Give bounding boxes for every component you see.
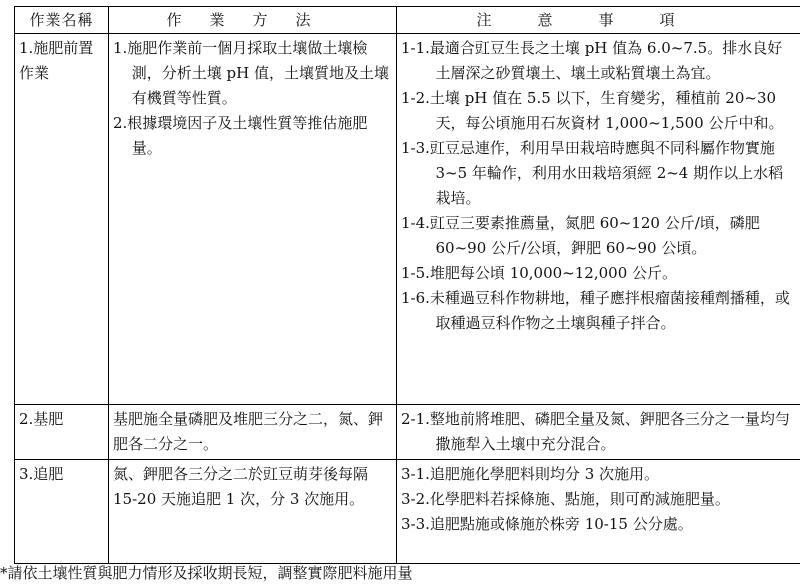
header-task-name: 作業名稱 (15, 7, 109, 34)
method-item: 氮、鉀肥各三分之二於豇豆萌芽後每隔 15-20 天施追肥 1 次，分 3 次施用。 (113, 465, 369, 508)
header-notes: 注意事項 (397, 7, 800, 34)
table-row (15, 460, 800, 564)
header-method: 作業方法 (109, 7, 397, 34)
note-item: 1-4.豇豆三要素推薦量，氮肥 60~120 公斤/頃，磷肥 60~90 公斤/公頃，鉀肥 60~90 公頃。 (401, 214, 760, 257)
note-item: 1-2.土壤 pH 值在 5.5 以下，生育變劣，種植前 20~30 天，每公頃施用石灰資材 1,000~1,500 公斤中和。 (401, 89, 784, 132)
note-item: 2-1.整地前將堆肥、磷肥全量及氮、鉀肥各三分之一量均勻撒施犁入土壤中充分混合。 (401, 410, 790, 453)
row-task-name: 1.施肥前置作業 (15, 34, 109, 405)
table-header-row (15, 7, 800, 34)
note-item: 1-6.未種過豆科作物耕地，種子應拌根瘤菌接種劑播種，或取種過豆科作物之土壤與種子拌合。 (401, 289, 790, 332)
footnote: *請依土壤性質與肥力情形及採收期長短，調整實際肥料施用量 (0, 564, 413, 582)
row-task-name: 3.追肥 (15, 460, 109, 564)
note-item: 1-5.堆肥每公頃 10,000~12,000 公斤。 (401, 264, 677, 282)
row-notes-cell (397, 460, 800, 564)
row-method-cell (109, 34, 397, 405)
row-notes-cell (397, 34, 800, 405)
method-item: 基肥施全量磷肥及堆肥三分之二，氮、鉀肥各二分之一。 (113, 410, 384, 453)
note-item: 3-3.追肥點施或條施於株旁 10-15 公分處。 (401, 515, 693, 533)
row-notes-cell (397, 405, 800, 460)
method-item: 2.根據環境因子及土壤性質等推估施肥量。 (113, 114, 368, 157)
row-method-cell (109, 460, 397, 564)
method-item: 1.施肥作業前一個月採取土壤做土壤檢測，分析土壤 pH 值，土壤質地及土壤有機質等性質。 (113, 39, 389, 107)
note-item: 1-3.豇豆忌連作，利用旱田栽培時應與不同科屬作物實施 3~5 年輪作，利用水田栽培須經 2~4 期作以上水稻栽培。 (401, 139, 784, 207)
table-row (15, 405, 800, 460)
table-row (15, 34, 800, 405)
row-method-cell (109, 405, 397, 460)
fertilizer-guide-table (14, 6, 800, 564)
note-item: 1-1.最適合豇豆生長之土壤 pH 值為 6.0~7.5。排水良好土層深之砂質壤土、壤土或粘質壤土為宜。 (401, 39, 783, 82)
note-item: 3-2.化學肥料若採條施、點施，則可酌減施肥量。 (401, 490, 730, 508)
note-item: 3-1.追肥施化學肥料則均分 3 次施用。 (401, 465, 660, 483)
row-task-name: 2.基肥 (15, 405, 109, 460)
